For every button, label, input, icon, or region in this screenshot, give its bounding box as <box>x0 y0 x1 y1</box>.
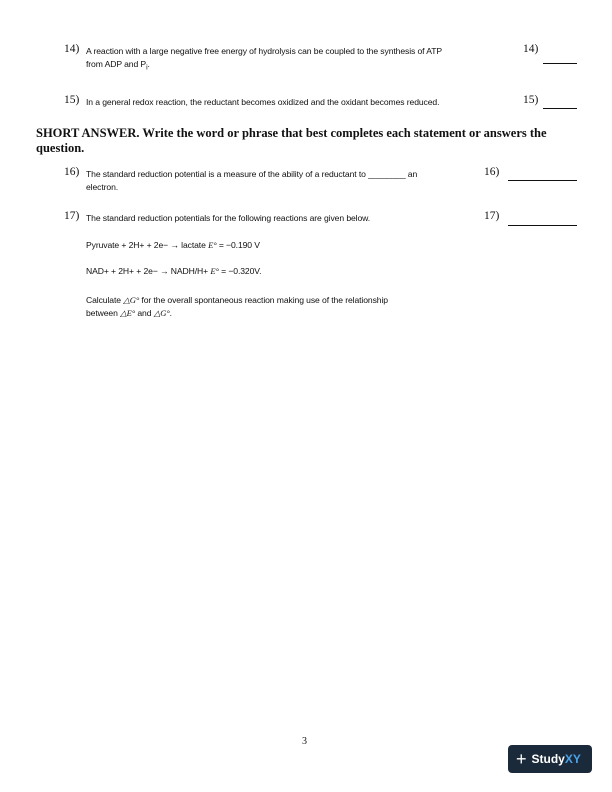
question-15-text: In a general redox reaction, the reductant becomes oxidized and the oxidant becomes reduced. <box>86 97 440 107</box>
studyxy-logo <box>508 745 592 773</box>
question-17-text: The standard reduction potentials for the following reactions are given below. <box>86 213 371 223</box>
question-16-text <box>86 168 476 194</box>
question-number-17: 17) <box>64 210 80 222</box>
question-number-15: 15) <box>64 94 80 106</box>
plus-icon: + <box>516 749 527 769</box>
answer-line-14[interactable] <box>543 63 577 64</box>
answer-label-15: 15) <box>523 94 539 106</box>
page-number: 3 <box>302 736 307 747</box>
answer-label-17: 17) <box>484 210 500 222</box>
question-14-text <box>86 45 506 75</box>
calculation-line2: between △E° and △G°. <box>86 308 172 318</box>
question-16-line2: electron. <box>86 182 119 192</box>
reaction-2: NAD+ + 2H+ + 2e− → NADH/H+ E° = −0.320V. <box>86 266 262 276</box>
calculation-line1: Calculate △G° for the overall spontaneous reaction making use of the relationship <box>86 295 388 305</box>
answer-label-14: 14) <box>523 43 539 55</box>
logo-text: StudyXY <box>531 752 581 766</box>
section-heading-line1: SHORT ANSWER. Write the word or phrase that best completes each statement or answers the <box>36 126 547 140</box>
section-heading <box>36 126 576 156</box>
question-number-14: 14) <box>64 43 80 55</box>
question-14-line2: from ADP and $P_i$. <box>86 59 150 72</box>
answer-line-15[interactable] <box>543 108 577 109</box>
section-heading-line2: question. <box>36 141 85 155</box>
answer-label-16: 16) <box>484 166 500 178</box>
answer-line-17[interactable] <box>508 225 577 226</box>
calculation-instruction <box>86 294 506 320</box>
answer-line-16[interactable] <box>508 180 577 181</box>
question-14-line1: A reaction with a large negative free energy of hydrolysis can be coupled to the synthesis of ATP <box>86 46 443 56</box>
reaction-1: Pyruvate + 2H+ + 2e− → lactate E° = −0.190 V <box>86 240 260 250</box>
question-16-line1: The standard reduction potential is a measure of the ability of a reductant to ________ an <box>86 169 418 179</box>
question-number-16: 16) <box>64 166 80 178</box>
